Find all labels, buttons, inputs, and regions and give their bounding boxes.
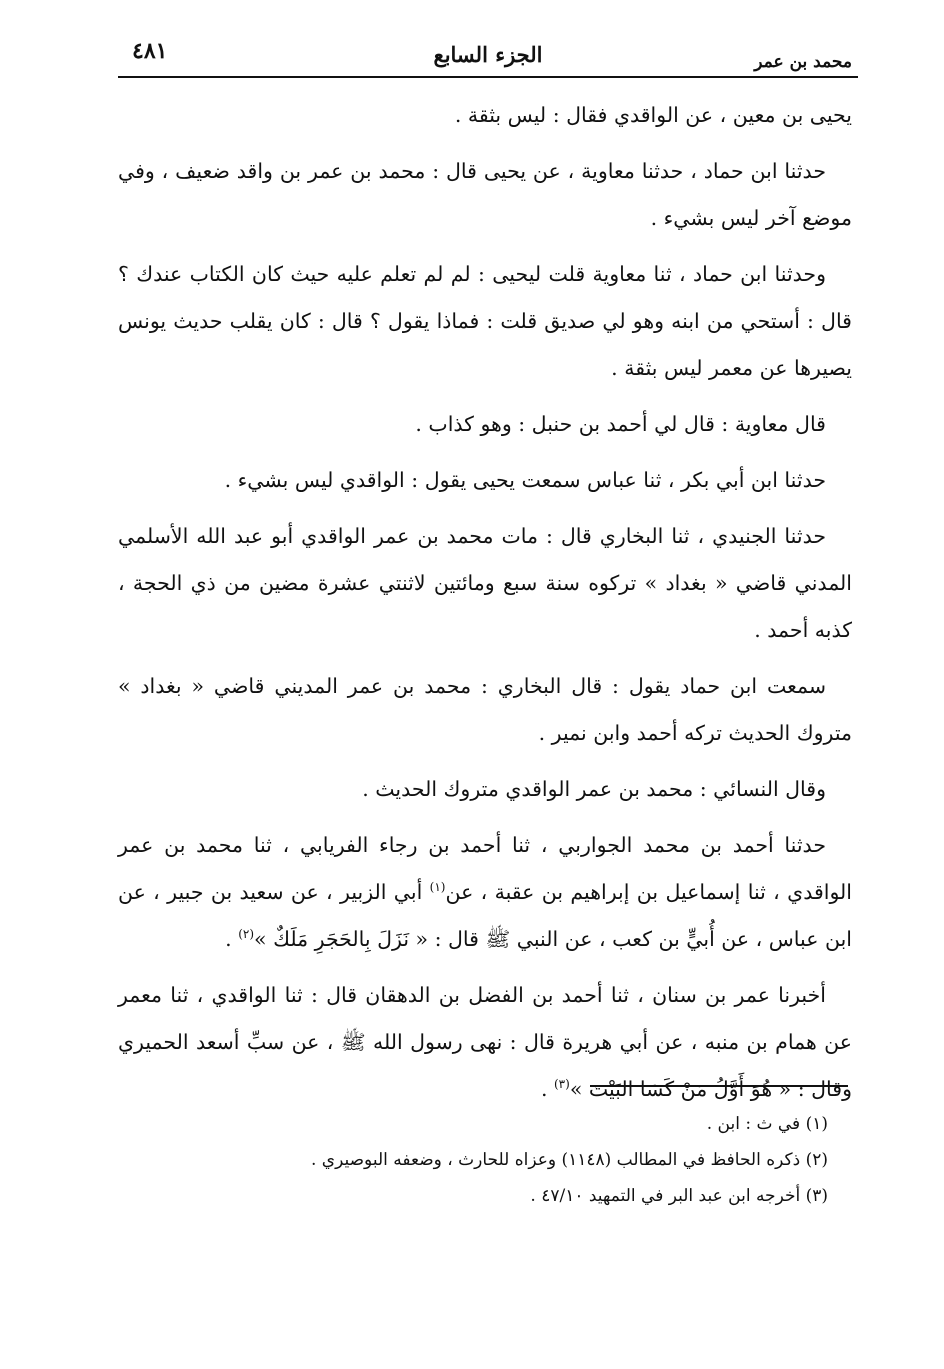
footnote-3: (٣) أخرجه ابن عبد البر في التمهيد ٤٧/١٠ . (530, 1186, 828, 1206)
paragraph-hadith-2 (118, 972, 852, 1113)
paragraph-6: حدثنا الجنيدي ، ثنا البخاري قال : مات محمد بن عمر الواقدي أبو عبد الله الأسلمي المدني قاضي « بغداد » تركوه سنة سبع ومائتين لاثنتي عشرة مضين من ذي الحجة ، كذبه أحمد . (118, 524, 852, 642)
running-title: الجزء السابع (433, 42, 543, 67)
footnote-1: (١) في ث : ابن . (706, 1114, 828, 1134)
paragraph-hadith-1 (118, 822, 852, 963)
footnote-marker-3: (٣) (553, 1077, 570, 1092)
footnotes (118, 1106, 828, 1214)
running-author: محمد بن عمر (754, 52, 852, 72)
footnote-marker-1: (١) (429, 880, 446, 895)
footnote-2: (٢) ذكره الحافظ في المطالب (١١٤٨) وعزاه للحارث ، وضعفه البوصيري . (311, 1150, 828, 1170)
paragraph-7: سمعت ابن حماد يقول : قال البخاري : محمد بن عمر المديني قاضي « بغداد » متروك الحديث تركه أحمد وابن نمير . (118, 674, 852, 745)
paragraph-3: وحدثنا ابن حماد ، ثنا معاوية قلت ليحيى : لم لم تعلم عليه حيث كان الكتاب عندك ؟ قال : أستحي من ابنه وهو لي صديق قلت : فماذا يقول ؟ قال : كان يقلب حديث يونس يصيرها عن معمر ليس بثقة . (118, 262, 852, 380)
page-number: ٤٨١ (132, 38, 168, 64)
hadith-1-text-b: أبي الزبير ، عن سعيد بن جبير ، عن ابن عباس ، عن أُبيٍّ بن كعب ، عن النبي ﷺ قال : « نَزَلَ بِالحَجَرِ مَلَكٌ » (118, 880, 852, 951)
hadith-1-text-c: . (225, 927, 239, 951)
hadith-2-text-a: أخبرنا عمر بن سنان ، ثنا أحمد بن الفضل بن الدهقان قال : ثنا الواقدي ، ثنا معمر عن همام بن منبه ، عن أبي هريرة قال : نهى رسول الله ﷺ ، عن سبِّ أسعد الحميري وقال : « هُوَ أَوَّلُ مَنْ كَسَا البَيْتَ » (118, 983, 852, 1101)
hadith-2-text-b: . (540, 1077, 554, 1101)
paragraph-2: حدثنا ابن حماد ، حدثنا معاوية ، عن يحيى قال : محمد بن عمر بن واقد ضعيف ، وفي موضع آخر ليس بشيء . (118, 159, 852, 230)
hadith-1-text-a: حدثنا أحمد بن محمد الجواربي ، ثنا أحمد بن رجاء الفريابي ، ثنا محمد بن عمر الواقدي ، ثنا إسماعيل بن إبراهيم بن عقبة ، عن (118, 833, 852, 904)
paragraph-5: حدثنا ابن أبي بكر ، ثنا عباس سمعت يحيى يقول : الواقدي ليس بشيء . (224, 468, 826, 492)
main-text (118, 92, 852, 1122)
paragraph-8: وقال النسائي : محمد بن عمر الواقدي متروك الحديث . (362, 777, 826, 801)
footnote-divider (590, 1085, 848, 1087)
paragraph-4: قال معاوية : قال لي أحمد بن حنبل : وهو كذاب . (415, 412, 826, 436)
footnote-marker-2: (٢) (238, 927, 255, 942)
paragraph-1: يحيى بن معين ، عن الواقدي فقال : ليس بثقة . (454, 103, 852, 127)
page-header (118, 36, 858, 78)
